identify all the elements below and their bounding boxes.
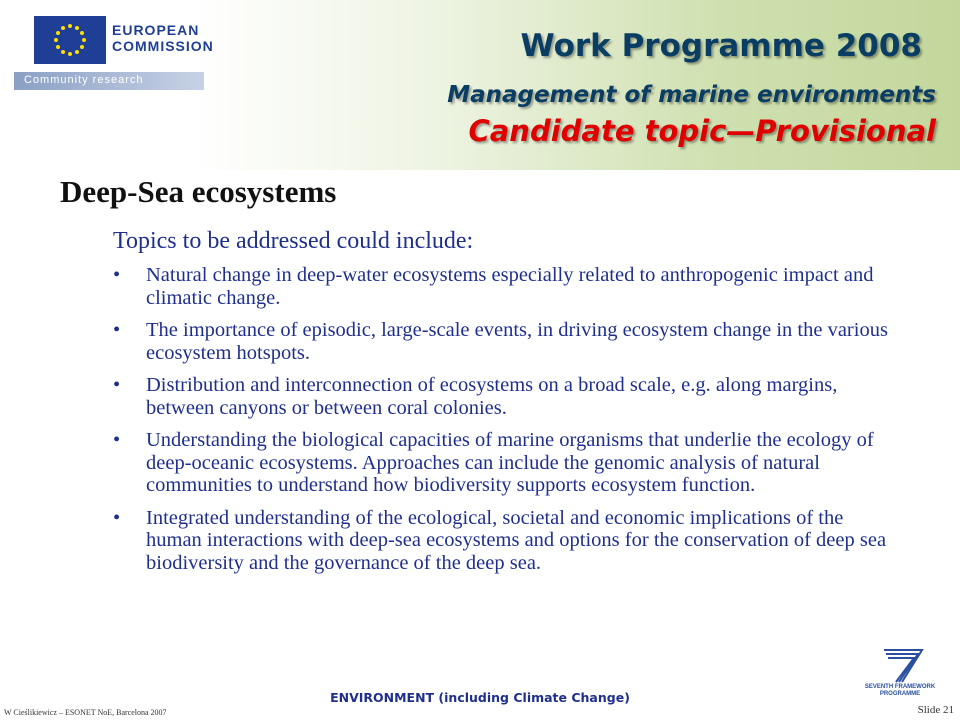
bullet-icon: • (113, 264, 121, 286)
logo-wordmark: EUROPEAN COMMISSION (112, 22, 214, 54)
slide-number: Slide 21 (917, 704, 954, 716)
fp7-caption: SEVENTH FRAMEWORK PROGRAMME (864, 684, 936, 697)
list-item (113, 264, 903, 309)
logo-tagline: Community research (24, 74, 144, 86)
eu-flag-icon (34, 16, 106, 64)
list-item (113, 374, 903, 419)
list-item-text: The importance of episodic, large-scale events, in driving ecosystem change in the various ecosystem hotspots. (146, 319, 888, 364)
list-item (113, 507, 903, 575)
slide-title: Work Programme 2008 (520, 28, 922, 64)
list-item-text: Understanding the biological capacities of marine organisms that underlie the ecology of deep-oceanic ecosystems. Approaches can include the genomic analysis of natural communities to understand how biodiversity supports ecosystem function. (146, 429, 874, 496)
intro-text: Topics to be addressed could include: (113, 228, 474, 254)
list-item-text: Distribution and interconnection of ecosystems on a broad scale, e.g. along margins, between canyons or between coral colonies. (146, 374, 838, 419)
slide-subtitle: Management of marine environments (447, 82, 936, 108)
topic-list (113, 264, 903, 584)
bullet-icon: • (113, 429, 121, 451)
bullet-icon: • (113, 506, 121, 529)
list-item-text: Natural change in deep-water ecosystems especially related to anthropogenic impact and climatic change. (146, 264, 874, 309)
list-item-text: Integrated understanding of the ecological, societal and economic implications of the human interactions with deep-sea ecosystems and options for the conservation of deep sea biodiversity and the governance of the deep sea. (146, 506, 887, 574)
section-heading: Deep-Sea ecosystems (60, 174, 337, 209)
european-commission-logo (14, 16, 214, 86)
list-item (113, 319, 903, 364)
footer-title: ENVIRONMENT (including Climate Change) (330, 690, 630, 705)
bullet-icon: • (113, 374, 121, 396)
status-label: Candidate topic—Provisional (468, 114, 936, 148)
footer-credit: W Cieślikiewicz – ESONET NoE, Barcelona 2007 (4, 708, 167, 717)
list-item (113, 429, 903, 497)
bullet-icon: • (113, 319, 121, 341)
